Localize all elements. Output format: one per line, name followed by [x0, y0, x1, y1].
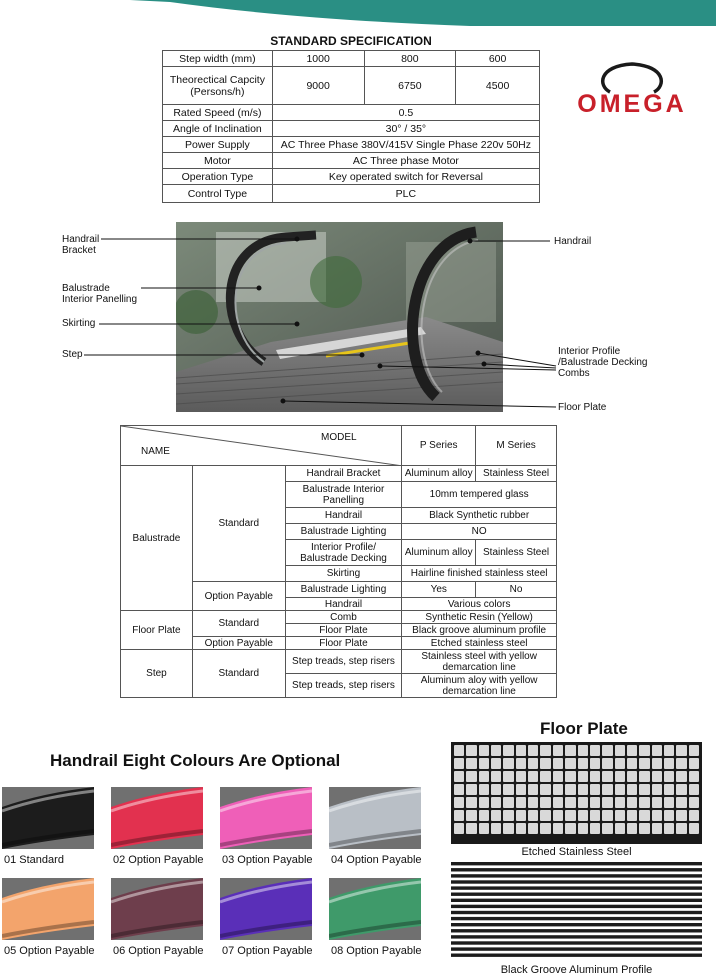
- etched-cell: [615, 797, 625, 808]
- spec-title: STANDARD SPECIFICATION: [270, 34, 432, 48]
- callout-skirting: Skirting: [62, 318, 96, 329]
- callout-handrail-bracket: Handrail Bracket: [62, 234, 100, 256]
- etched-cell: [466, 758, 476, 769]
- groove-line: [451, 917, 702, 920]
- etched-cell: [491, 784, 501, 795]
- row-both-value: Stainless steel with yellow demarcation line: [402, 650, 557, 674]
- etched-cell: [652, 810, 662, 821]
- callout-floor-plate: Floor Plate: [558, 402, 607, 413]
- groove-line: [451, 905, 702, 908]
- etched-cell: [454, 758, 464, 769]
- etched-cell: [553, 771, 563, 782]
- spec-value: 4500: [456, 67, 540, 105]
- etched-cell: [578, 784, 588, 795]
- etched-cell: [479, 784, 489, 795]
- spec-value: 0.5: [272, 105, 539, 121]
- etched-cell: [565, 784, 575, 795]
- etched-cell: [516, 823, 526, 834]
- etched-cell: [664, 810, 674, 821]
- etched-cell: [652, 797, 662, 808]
- spec-label: Step width (mm): [163, 51, 273, 67]
- etched-cell: [664, 784, 674, 795]
- header-p-series: P Series: [402, 426, 476, 466]
- row-item: Balustrade Interior Panelling: [285, 482, 402, 508]
- etched-cell: [627, 823, 637, 834]
- etched-cell: [652, 758, 662, 769]
- etched-cell: [503, 823, 513, 834]
- etched-cell: [590, 810, 600, 821]
- etched-cell: [676, 810, 686, 821]
- etched-cell: [676, 771, 686, 782]
- row-both-value: Etched stainless steel: [402, 637, 557, 650]
- etched-cell: [590, 823, 600, 834]
- etched-cell: [602, 758, 612, 769]
- etched-cell: [516, 771, 526, 782]
- etched-cell: [602, 771, 612, 782]
- etched-cell: [528, 823, 538, 834]
- row-item: Floor Plate: [285, 624, 402, 637]
- spec-label: Angle of Inclination: [163, 121, 273, 137]
- etched-cell: [516, 758, 526, 769]
- etched-cell: [590, 771, 600, 782]
- etched-cell: [491, 797, 501, 808]
- groove-line: [451, 862, 702, 865]
- etched-cell: [565, 758, 575, 769]
- etched-cell: [689, 823, 699, 834]
- group-option-payable: Option Payable: [192, 637, 285, 650]
- spec-row: [163, 137, 540, 153]
- etched-cell: [578, 771, 588, 782]
- row-item: Skirting: [285, 566, 402, 582]
- etched-cell: [615, 784, 625, 795]
- etched-cell: [479, 797, 489, 808]
- etched-cell: [578, 758, 588, 769]
- spec-value: 600: [456, 51, 540, 67]
- etched-cell: [565, 771, 575, 782]
- row-item: Handrail Bracket: [285, 466, 402, 482]
- group-standard: Standard: [192, 466, 285, 582]
- etched-cell: [664, 823, 674, 834]
- etched-cell: [664, 797, 674, 808]
- etched-cell: [565, 823, 575, 834]
- etched-cell: [578, 745, 588, 756]
- etched-cell: [540, 771, 550, 782]
- groove-line: [451, 893, 702, 896]
- group-floor-plate: Floor Plate: [121, 611, 193, 650]
- row-item: Balustrade Lighting: [285, 524, 402, 540]
- etched-cell: [503, 797, 513, 808]
- etched-cell: [602, 810, 612, 821]
- group-standard: Standard: [192, 650, 285, 698]
- etched-cell: [615, 810, 625, 821]
- etched-cell: [590, 797, 600, 808]
- spec-label: Power Supply: [163, 137, 273, 153]
- etched-cell: [639, 758, 649, 769]
- spec-label: Motor: [163, 153, 273, 169]
- handrail-swatch-label: 01 Standard: [4, 854, 64, 866]
- etched-cell: [639, 784, 649, 795]
- row-item: Handrail: [285, 508, 402, 524]
- groove-line: [451, 941, 702, 944]
- spec-row: [163, 153, 540, 169]
- spec-label: Operation Type: [163, 169, 273, 185]
- omega-logo: [552, 56, 712, 122]
- row-item: Handrail: [285, 598, 402, 611]
- row-m-value: No: [476, 582, 557, 598]
- etched-cell: [503, 745, 513, 756]
- groove-line: [451, 899, 702, 902]
- etched-cell: [639, 823, 649, 834]
- etched-cell: [466, 745, 476, 756]
- handrail-swatch: [220, 878, 312, 940]
- etched-cell: [454, 797, 464, 808]
- header-band: [0, 0, 716, 26]
- groove-aluminum-sample: [451, 862, 702, 960]
- spec-value: 6750: [364, 67, 456, 105]
- spec-row: [163, 185, 540, 203]
- etched-cell: [503, 810, 513, 821]
- table-row: [121, 650, 557, 674]
- etched-cell: [578, 797, 588, 808]
- spec-value: AC Three Phase 380V/415V Single Phase 220v 50Hz: [272, 137, 539, 153]
- etched-cell: [540, 797, 550, 808]
- group-step: Step: [121, 650, 193, 698]
- groove-line: [451, 911, 702, 914]
- row-both-value: Aluminum aloy with yellow demarcation line: [402, 674, 557, 698]
- etched-cell: [615, 758, 625, 769]
- etched-cell: [689, 758, 699, 769]
- etched-cell: [602, 784, 612, 795]
- etched-cell: [491, 771, 501, 782]
- etched-cell: [578, 810, 588, 821]
- row-both-value: Synthetic Resin (Yellow): [402, 611, 557, 624]
- group-balustrade: Balustrade: [121, 466, 193, 611]
- comparison-table: [120, 425, 557, 698]
- row-both-value: NO: [402, 524, 557, 540]
- etched-cell: [491, 823, 501, 834]
- callout-handrail: Handrail: [554, 236, 592, 247]
- group-option-payable: Option Payable: [192, 582, 285, 611]
- row-m-value: Stainless Steel: [476, 466, 557, 482]
- etched-cell: [627, 745, 637, 756]
- groove-line: [451, 874, 702, 877]
- etched-cell: [491, 745, 501, 756]
- etched-cell: [466, 823, 476, 834]
- etched-cell: [516, 810, 526, 821]
- spec-row: [163, 169, 540, 185]
- etched-cell: [676, 797, 686, 808]
- etched-cell: [466, 784, 476, 795]
- etched-cell: [664, 771, 674, 782]
- etched-steel-label: Etched Stainless Steel: [521, 846, 632, 858]
- header-m-series: M Series: [476, 426, 557, 466]
- handrail-swatch: [329, 787, 421, 849]
- spec-row: [163, 67, 540, 105]
- groove-line: [451, 935, 702, 938]
- handrail-swatch-label: 08 Option Payable: [331, 945, 422, 957]
- etched-cell: [689, 771, 699, 782]
- etched-cell: [615, 823, 625, 834]
- row-item: Floor Plate: [285, 637, 402, 650]
- row-both-value: 10mm tempered glass: [402, 482, 557, 508]
- etched-cell: [528, 797, 538, 808]
- groove-aluminum-label: Black Groove Aluminum Profile: [500, 964, 653, 976]
- etched-cell: [627, 784, 637, 795]
- groove-line: [451, 947, 702, 950]
- callout-step: Step: [62, 349, 83, 360]
- etched-cell: [664, 745, 674, 756]
- handrail-swatch: [329, 878, 421, 940]
- etched-cell: [553, 810, 563, 821]
- row-item: Comb: [285, 611, 402, 624]
- groove-line: [451, 880, 702, 883]
- etched-cell: [652, 745, 662, 756]
- table-row: [121, 611, 557, 624]
- row-both-value: Hairline finished stainless steel: [402, 566, 557, 582]
- etched-cell: [553, 784, 563, 795]
- spec-value: 800: [364, 51, 456, 67]
- handrail-colours-title: Handrail Eight Colours Are Optional: [50, 751, 341, 770]
- etched-cell: [503, 784, 513, 795]
- logo-text: OMEGA: [577, 90, 687, 118]
- etched-cell: [578, 823, 588, 834]
- etched-cell: [615, 771, 625, 782]
- row-p-value: Aluminum alloy: [402, 466, 476, 482]
- etched-cell: [664, 758, 674, 769]
- row-item: Balustrade Lighting: [285, 582, 402, 598]
- escalator-photo: [176, 222, 503, 412]
- etched-cell: [689, 745, 699, 756]
- handrail-swatch: [111, 878, 203, 940]
- etched-cell: [590, 745, 600, 756]
- floor-plate-title: Floor Plate: [540, 719, 628, 738]
- group-standard: Standard: [192, 611, 285, 637]
- etched-cell: [516, 745, 526, 756]
- etched-cell: [565, 810, 575, 821]
- spec-row: [163, 51, 540, 67]
- etched-cell: [454, 745, 464, 756]
- spec-value: 30° / 35°: [272, 121, 539, 137]
- handrail-swatch-label: 07 Option Payable: [222, 945, 313, 957]
- etched-cell: [627, 771, 637, 782]
- etched-cell: [639, 745, 649, 756]
- spec-label: Rated Speed (m/s): [163, 105, 273, 121]
- etched-cell: [479, 810, 489, 821]
- etched-cell: [553, 823, 563, 834]
- etched-cell: [627, 810, 637, 821]
- groove-line: [451, 954, 702, 957]
- etched-cell: [516, 784, 526, 795]
- spec-value: 1000: [272, 51, 364, 67]
- etched-cell: [602, 745, 612, 756]
- etched-cell: [689, 810, 699, 821]
- etched-cell: [652, 784, 662, 795]
- etched-cell: [602, 797, 612, 808]
- handrail-swatch-label: 02 Option Payable: [113, 854, 204, 866]
- etched-cell: [479, 823, 489, 834]
- row-p-value: Aluminum alloy: [402, 540, 476, 566]
- handrail-swatch: [2, 878, 94, 940]
- etched-cell: [602, 823, 612, 834]
- etched-cell: [590, 758, 600, 769]
- row-item: Step treads, step risers: [285, 674, 402, 698]
- etched-cell: [565, 745, 575, 756]
- etched-cell: [454, 771, 464, 782]
- handrail-swatch-label: 06 Option Payable: [113, 945, 204, 957]
- table-row: [121, 466, 557, 482]
- model-name-header: [121, 426, 402, 466]
- etched-cell: [540, 784, 550, 795]
- etched-cell: [528, 758, 538, 769]
- etched-cell: [639, 797, 649, 808]
- handrail-swatch-label: 05 Option Payable: [4, 945, 95, 957]
- etched-cell: [466, 797, 476, 808]
- header-name: NAME: [141, 446, 170, 457]
- groove-line: [451, 923, 702, 926]
- etched-cell: [627, 797, 637, 808]
- etched-cell: [528, 771, 538, 782]
- etched-cell: [479, 745, 489, 756]
- etched-cell: [491, 810, 501, 821]
- row-both-value: Various colors: [402, 598, 557, 611]
- etched-cell: [479, 771, 489, 782]
- etched-cell: [528, 784, 538, 795]
- etched-cell: [553, 758, 563, 769]
- groove-line: [451, 868, 702, 871]
- handrail-swatch: [111, 787, 203, 849]
- etched-cell: [540, 758, 550, 769]
- etched-cell: [615, 745, 625, 756]
- etched-cell: [676, 758, 686, 769]
- etched-cell: [479, 758, 489, 769]
- etched-cell: [689, 797, 699, 808]
- etched-cell: [553, 745, 563, 756]
- etched-cell: [540, 810, 550, 821]
- row-p-value: Yes: [402, 582, 476, 598]
- table-row: [121, 426, 557, 466]
- spec-label: Theorectical Capcity (Persons/h): [163, 67, 273, 105]
- etched-cell: [689, 784, 699, 795]
- etched-cell: [652, 771, 662, 782]
- etched-cell: [466, 771, 476, 782]
- etched-cell: [528, 810, 538, 821]
- row-item: Interior Profile/ Balustrade Decking: [285, 540, 402, 566]
- etched-cell: [540, 745, 550, 756]
- spec-value: Key operated switch for Reversal: [272, 169, 539, 185]
- etched-cell: [676, 784, 686, 795]
- etched-cell: [590, 784, 600, 795]
- spec-value: 9000: [272, 67, 364, 105]
- handrail-swatch: [220, 787, 312, 849]
- etched-cell: [627, 758, 637, 769]
- etched-cell: [639, 771, 649, 782]
- handrail-swatch-label: 04 Option Payable: [331, 854, 422, 866]
- etched-cell: [676, 745, 686, 756]
- spec-label: Control Type: [163, 185, 273, 203]
- etched-cell: [454, 784, 464, 795]
- spec-table: [162, 50, 540, 203]
- row-item: Step treads, step risers: [285, 650, 402, 674]
- handrail-swatch: [2, 787, 94, 849]
- etched-cell: [652, 823, 662, 834]
- etched-cell: [528, 745, 538, 756]
- etched-steel-sample: [451, 742, 702, 844]
- etched-cell: [553, 797, 563, 808]
- callout-balustrade-panelling: Balustrade Interior Panelling: [62, 283, 138, 305]
- etched-cell: [454, 810, 464, 821]
- spec-row: [163, 105, 540, 121]
- row-m-value: Stainless Steel: [476, 540, 557, 566]
- row-both-value: Black Synthetic rubber: [402, 508, 557, 524]
- etched-cell: [639, 810, 649, 821]
- handrail-swatch-label: 03 Option Payable: [222, 854, 313, 866]
- callout-interior-profile: Interior Profile /Balustrade Decking Combs: [558, 346, 648, 379]
- etched-cell: [466, 810, 476, 821]
- etched-cell: [454, 823, 464, 834]
- etched-cell: [503, 771, 513, 782]
- etched-cell: [676, 823, 686, 834]
- groove-line: [451, 886, 702, 889]
- spec-value: AC Three phase Motor: [272, 153, 539, 169]
- spec-value: PLC: [272, 185, 539, 203]
- etched-cell: [491, 758, 501, 769]
- groove-line: [451, 929, 702, 932]
- spec-row: [163, 121, 540, 137]
- etched-cell: [503, 758, 513, 769]
- row-both-value: Black groove aluminum profile: [402, 624, 557, 637]
- etched-cell: [540, 823, 550, 834]
- etched-cell: [516, 797, 526, 808]
- header-model: MODEL: [321, 432, 357, 443]
- etched-cell: [565, 797, 575, 808]
